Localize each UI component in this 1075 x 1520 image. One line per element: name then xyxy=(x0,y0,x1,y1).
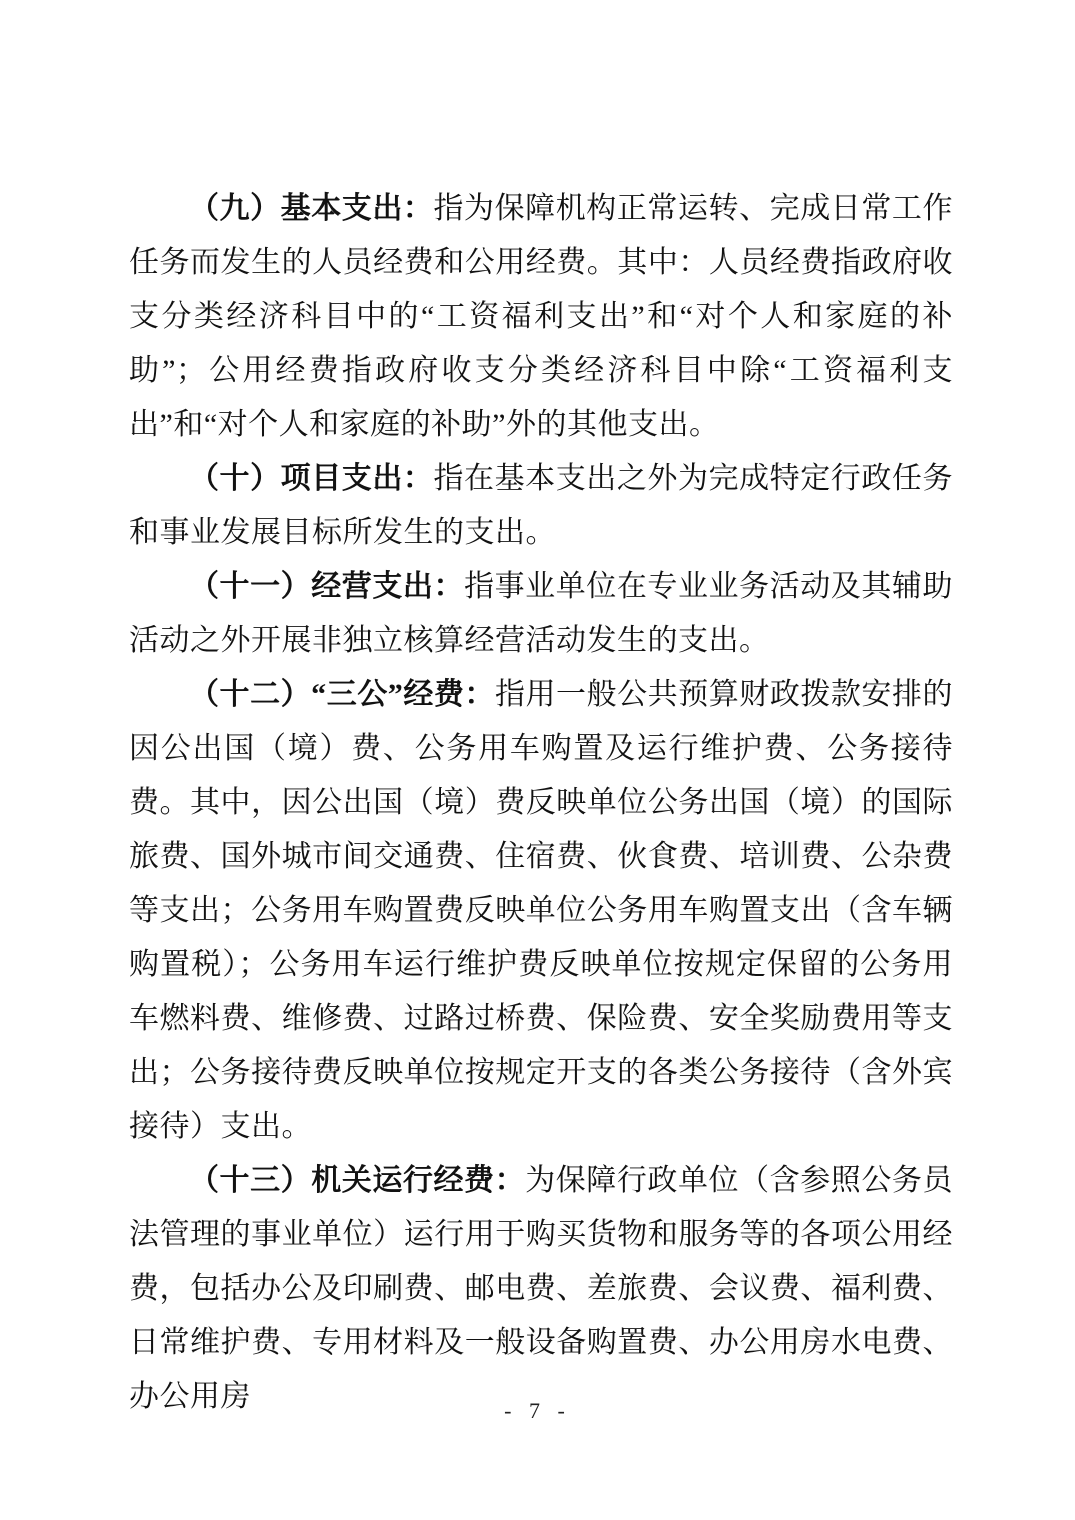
paragraph-body: 为保障行政单位（含参照公务员法管理的事业单位）运行用于购买货物和服务等的各项公用经费，包括办公及印刷费、邮电费、差旅费、会议费、福利费、日常维护费、专用材料及一般设备购置费、办公用房水电费、办公用房 xyxy=(129,1164,953,1413)
paragraph-heading: （十二）“三公”经费： xyxy=(189,678,495,711)
paragraph-heading: （十一）经营支出： xyxy=(189,570,465,603)
paragraph-body: 指在基本支出之外为完成特定行政任务和事业发展目标所发生的支出。 xyxy=(129,462,953,549)
paragraph-body: 指为保障机构正常运转、完成日常工作任务而发生的人员经费和公用经费。其中：人员经费指政府收支分类经济科目中的“工资福利支出”和“对个人和家庭的补助”；公用经费指政府收支分类经济科目中除“工资福利支出”和“对个人和家庭的补助”外的其他支出。 xyxy=(129,192,953,441)
paragraph xyxy=(129,560,953,668)
page-number: - 7 - xyxy=(504,1398,571,1423)
paragraph xyxy=(129,182,953,452)
paragraph-heading: （九）基本支出： xyxy=(189,192,434,225)
paragraph-body: 指事业单位在专业业务活动及其辅助活动之外开展非独立核算经营活动发生的支出。 xyxy=(129,570,953,657)
paragraph xyxy=(129,668,953,1154)
paragraph xyxy=(129,1154,953,1424)
document-body xyxy=(129,182,953,1424)
paragraph-heading: （十）项目支出： xyxy=(189,462,434,495)
paragraph-heading: （十三）机关运行经费： xyxy=(189,1164,526,1197)
paragraph xyxy=(129,452,953,560)
paragraph-body: 指用一般公共预算财政拨款安排的因公出国（境）费、公务用车购置及运行维护费、公务接待费。其中，因公出国（境）费反映单位公务出国（境）的国际旅费、国外城市间交通费、住宿费、伙食费、培训费、公杂费等支出；公务用车购置费反映单位公务用车购置支出（含车辆购置税）；公务用车运行维护费反映单位按规定保留的公务用车燃料费、维修费、过路过桥费、保险费、安全奖励费用等支出；公务接待费反映单位按规定开支的各类公务接待（含外宾接待）支出。 xyxy=(129,678,954,1143)
